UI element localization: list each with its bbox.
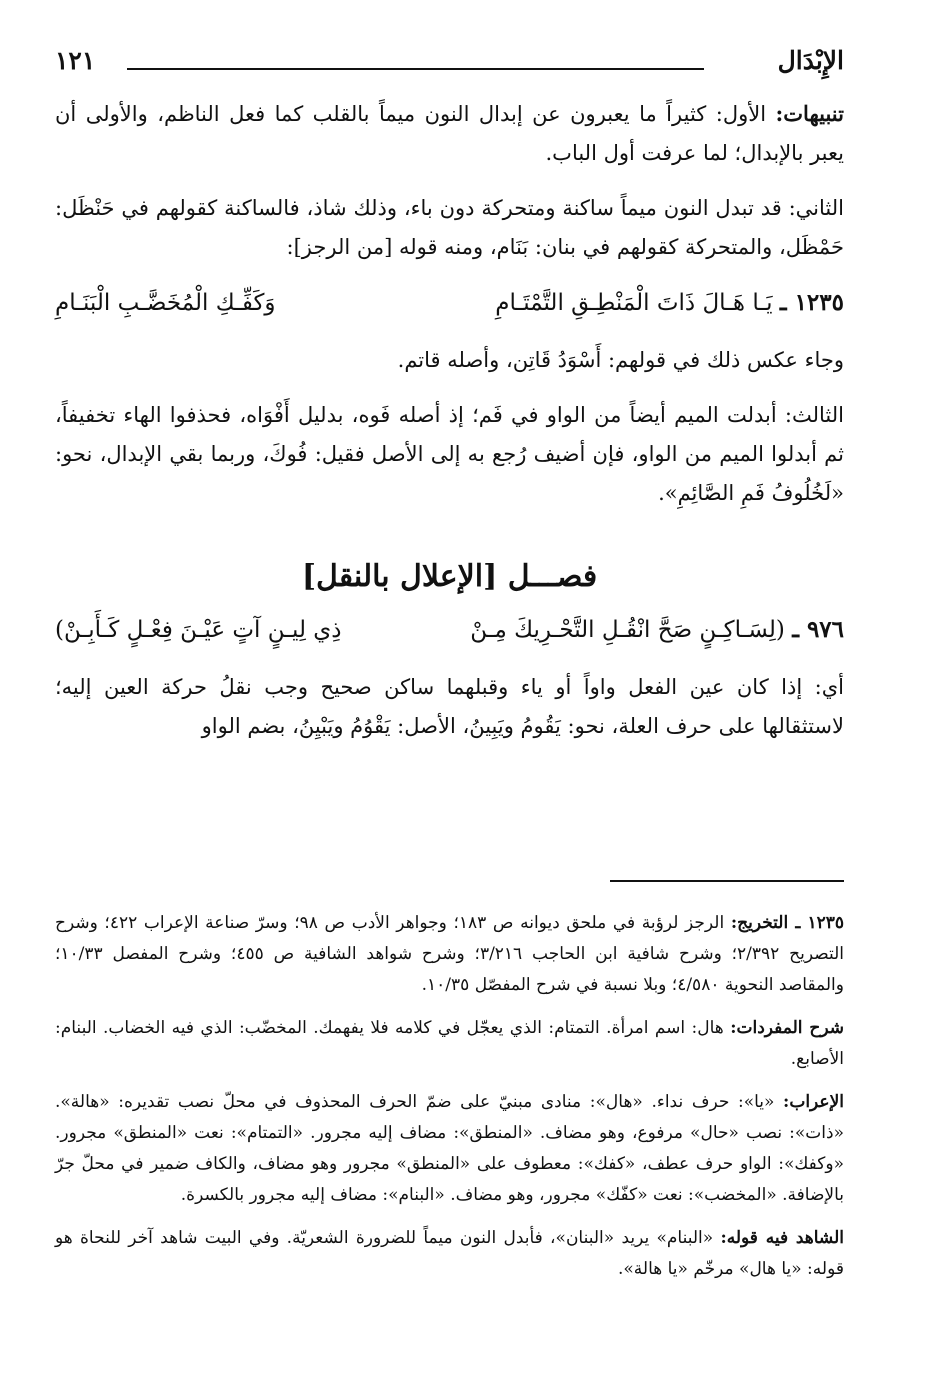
notes-label: تنبيهات: [775,101,844,126]
section-heading: فصـــل [الإعلال بالنقل] [301,559,598,594]
page-number: ١٢١ [55,46,96,75]
header-rule [127,68,704,70]
footnote-evidence-text: «البنام» يريد «البنان»، فأبدل النون ميماً للضرورة الشعريّة. وفي البيت شاهد آخر للنحاة هو قوله: «يا هال» مرخّم «يا هالة». [55,1228,844,1279]
footnote-evidence-label: الشاهد فيه قوله: [720,1228,844,1248]
footnotes [55,908,844,1297]
verse-1235 [55,283,844,323]
footnote-takhrij [55,908,844,1001]
verse-1235-second-hemistich: وَكَفِّـكِ الْمُخَضَّـبِ الْبَنَـامِ [55,290,276,316]
footnote-evidence [55,1223,844,1285]
verse-1235-number: ١٢٣٥ ـ [779,289,844,316]
paragraph-notes-second: الثاني: قد تبدل النون ميماً ساكنة ومتحركة دون باء، وذلك شاذ، فالساكنة كقولهم في حَنْظَل: حَمْظَل، والمتحركة كقولهم في بنان: بَنَام، ومنه قوله [من الرجز]: [55,196,844,259]
footnote-vocabulary-label: شرح المفردات: [730,1018,844,1038]
notes-first-text: الأول: كثيراً ما يعبرون عن إبدال النون ميماً بالقلب كما فعل الناظم، والأولى أن يعبر بالإبدال؛ لما عرفت أول الباب. [55,102,844,165]
footnote-takhrij-label: ١٢٣٥ ـ التخريج: [730,913,844,933]
main-text [55,94,844,762]
paragraph-explanation: أي: إذا كان عين الفعل واواً أو ياء وقبلهما ساكن صحيح وجب نقلُ حركة العين إليه؛ لاستثقالها على حرف العلة، نحو: يَقُومُ ويَبِينُ، الأصل: يَقْوُمُ ويَبْيِنُ، بضم الواو [55,675,844,738]
verse-976-first-hemistich: (لِسَـاكِـنٍ صَحَّ انْقُـلِ التَّحْـرِيكَ مِـنْ [470,617,785,643]
verse-1235-first-hemistich: يَـا هَـالَ ذَاتَ الْمَنْطِـقِ التَّمْتَـامِ [495,290,773,316]
footnote-parsing [55,1087,844,1211]
paragraph-notes-third: الثالث: أبدلت الميم أيضاً من الواو في فَم؛ إذ أصله فَوه، بدليل أَفْوَاه، فحذفوا الهاء تخفيفاً، ثم أبدلوا الميم من الواو، فإن أضيف رُجع به إلى الأصل فقيل: فُوكَ، وربما بقي الإبدال، نحو: «لَخُلُوفُ فَمِ الصَّائِمِ». [55,403,844,505]
verse-1235-first-wrap [495,283,844,323]
footnote-parsing-label: الإعراب: [783,1092,844,1112]
footnote-vocabulary [55,1013,844,1075]
paragraph-notes-first [55,94,844,173]
paragraph-reverse-case: وجاء عكس ذلك في قولهم: أَسْوَدُ قَاتِن، وأصله قاتم. [397,348,844,372]
footnote-separator [610,880,844,882]
verse-976 [55,610,844,650]
footnote-takhrij-text: الرجز لرؤبة في ملحق ديوانه ص ١٨٣؛ وجواهر الأدب ص ٩٨؛ وسرّ صناعة الإعراب ٤٢٢؛ وشرح التصريح ٢/٣٩٢؛ وشرح شافية ابن الحاجب ٣/٢١٦؛ وشرح شواهد الشافية ص ٤٥٥؛ وشرح المفصل ١٠/٣٣؛ والمقاصد النحوية ٤/٥٨٠؛ وبلا نسبة في شرح المفصّل ١٠/٣٥. [55,913,844,995]
verse-976-number: ٩٧٦ ـ [792,616,844,643]
verse-976-first-wrap [470,610,844,650]
footnote-vocabulary-text: هال: اسم امرأة. التمتام: الذي يعجّل في كلامه فلا يفهمك. المخضّب: الذي فيه الخضاب. البنام: الأصابع. [55,1018,844,1069]
footnote-parsing-text: «يا»: حرف نداء. «هال»: منادى مبنيّ على ضمّ الحرف المحذوف في محلّ نصب تقديره: «هالة». «ذات»: نصب «حال» مرفوع، وهو مضاف. «المنطق»: مضاف إليه مجرور. «التمتام»: نعت «المنطق» مجرور. «وكفك»: الواو حرف عطف، «كفك»: معطوف على «المنطق» مجرور وهو مضاف، والكاف ضمير في محلّ جرّ بالإضافة. «المخضب»: نعت «كفّك» مجرور، وهو مضاف. «البنام»: مضاف إليه مجرور بالكسرة. [55,1092,844,1205]
chapter-title: الإِبْدَال [777,46,844,75]
verse-976-second-hemistich: ذِي لِيـنٍ آتٍ عَيْـنَ فِعْـلٍ كَـأَبِـنْ) [55,617,342,643]
page-header [55,46,844,86]
